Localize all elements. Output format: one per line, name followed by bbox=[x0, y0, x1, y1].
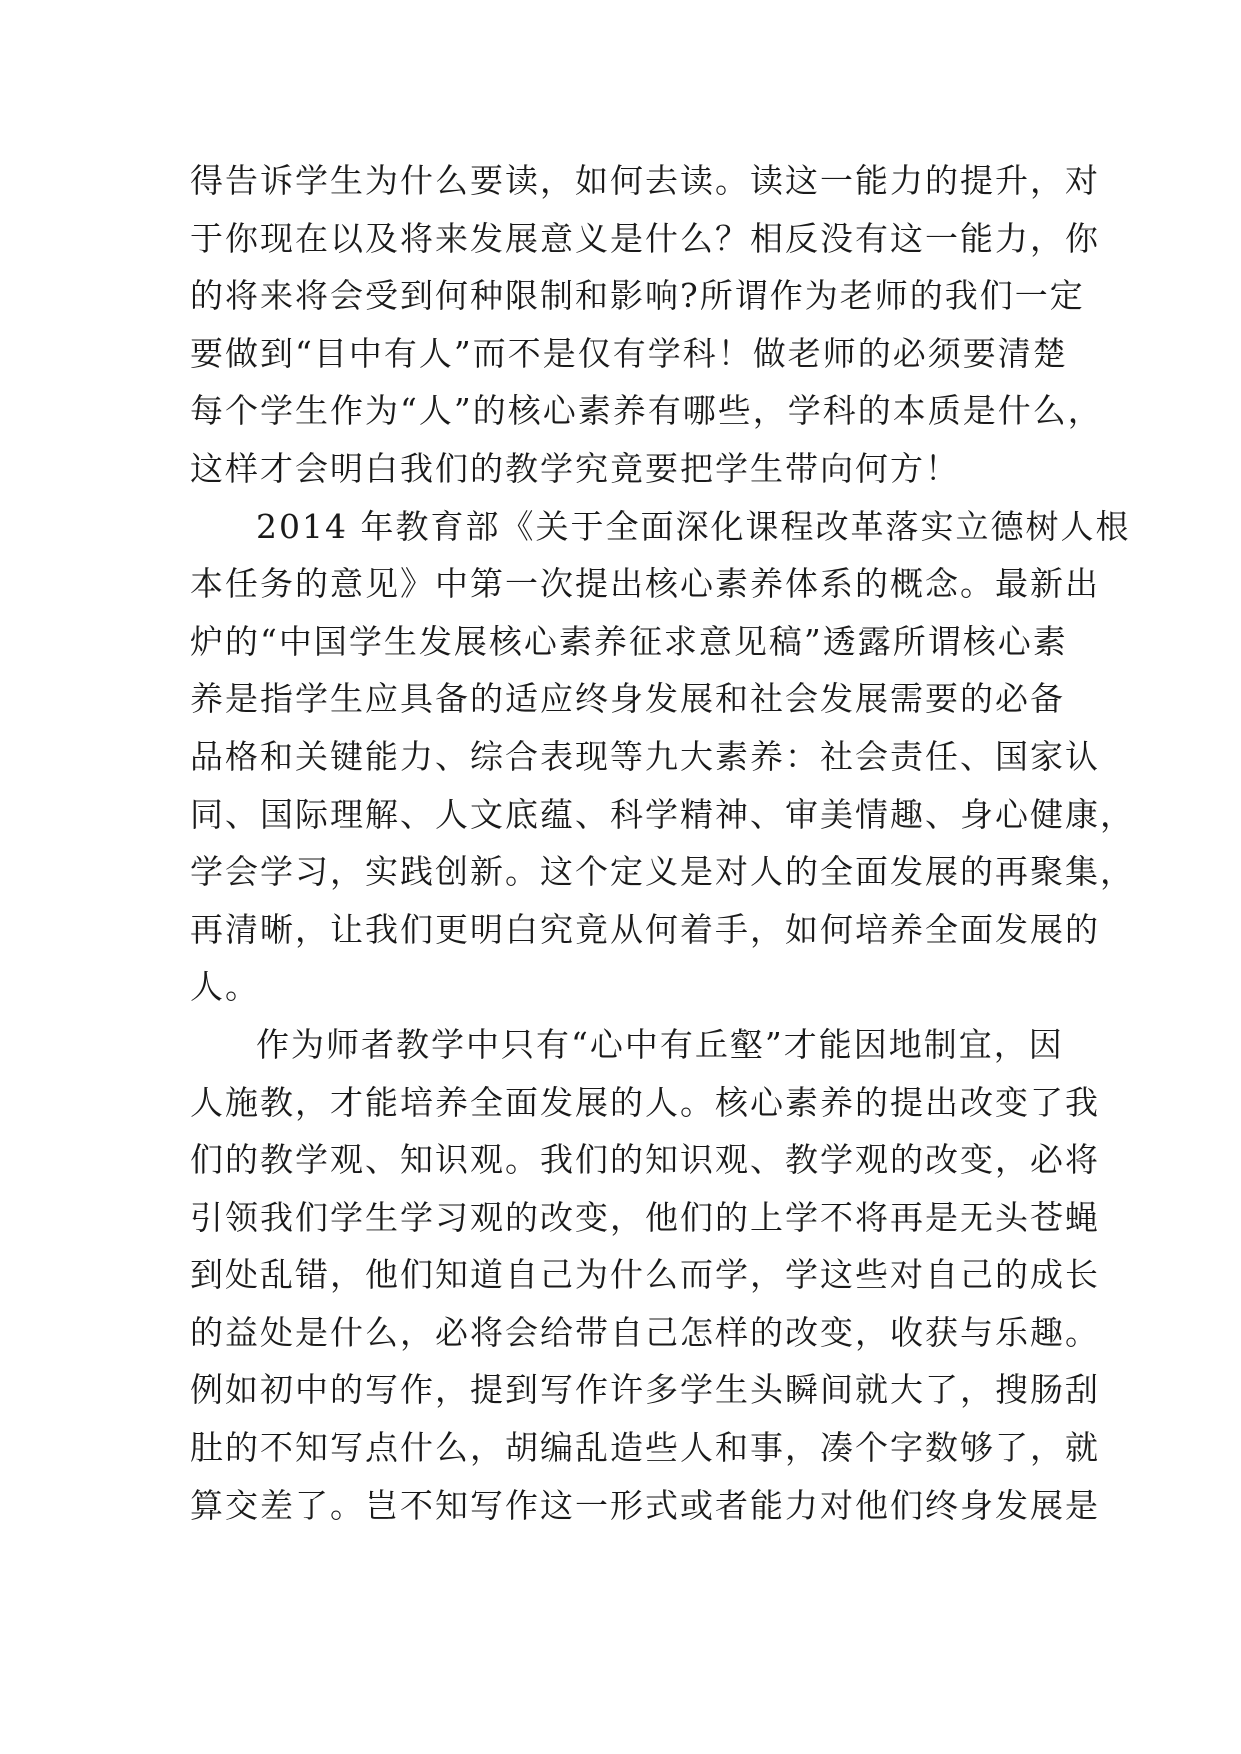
p3-line-3: 们的教学观、知识观。我们的知识观、教学观的改变，必将 bbox=[190, 1140, 1100, 1180]
p2-line-2: 本任务的意见》中第一次提出核心素养体系的概念。最新出 bbox=[190, 564, 1100, 604]
p1-line-2: 于你现在以及将来发展意义是什么？相反没有这一能力，你 bbox=[190, 218, 1100, 258]
p1-line-4: 要做到“目中有人”而不是仅有学科！做老师的必须要清楚 bbox=[190, 333, 1068, 373]
p1-line-5: 每个学生作为“人”的核心素养有哪些，学科的本质是什么， bbox=[190, 391, 1103, 431]
p3-line-7: 例如初中的写作，提到写作许多学生头瞬间就大了，搜肠刮 bbox=[190, 1370, 1100, 1410]
p3-line-2: 人施教，才能培养全面发展的人。核心素养的提出改变了我 bbox=[190, 1082, 1100, 1122]
p2-line-3: 炉的“中国学生发展核心素养征求意见稿”透露所谓核心素 bbox=[190, 621, 1068, 661]
p3-line-4: 引领我们学生学习观的改变，他们的上学不将再是无头苍蝇 bbox=[190, 1197, 1100, 1237]
p2-line-9: 人。 bbox=[190, 967, 260, 1007]
p2-line-8: 再清晰，让我们更明白究竟从何着手，如何培养全面发展的 bbox=[190, 909, 1100, 949]
p2-line-6: 同、国际理解、人文底蕴、科学精神、审美情趣、身心健康， bbox=[190, 794, 1135, 834]
p2-line-5: 品格和关键能力、综合表现等九大素养：社会责任、国家认 bbox=[190, 736, 1100, 776]
p1-line-1: 得告诉学生为什么要读，如何去读。读这一能力的提升，对 bbox=[190, 161, 1100, 200]
p3-line-9: 算交差了。岂不知写作这一形式或者能力对他们终身发展是 bbox=[190, 1485, 1100, 1525]
p2-line-7: 学会学习，实践创新。这个定义是对人的全面发展的再聚集， bbox=[190, 852, 1135, 892]
p1-line-6: 这样才会明白我们的教学究竟要把学生带向何方！ bbox=[190, 448, 960, 488]
p3-line-8: 肚的不知写点什么，胡编乱造些人和事，凑个字数够了，就 bbox=[190, 1428, 1100, 1468]
p3-line-5: 到处乱错，他们知道自己为什么而学，学这些对自己的成长 bbox=[190, 1255, 1100, 1295]
p2-line-1: 2014 年教育部《关于全面深化课程改革落实立德树人根 bbox=[256, 506, 1131, 546]
document-body bbox=[190, 152, 1135, 1534]
p3-line-1: 作为师者教学中只有“心中有丘壑”才能因地制宜，因 bbox=[256, 1024, 1064, 1064]
p1-line-3: 的将来将会受到何种限制和影响?所谓作为老师的我们一定 bbox=[190, 276, 1085, 316]
p2-line-4: 养是指学生应具备的适应终身发展和社会发展需要的必备 bbox=[190, 679, 1065, 719]
p3-line-6: 的益处是什么，必将会给带自己怎样的改变，收获与乐趣。 bbox=[190, 1312, 1100, 1352]
